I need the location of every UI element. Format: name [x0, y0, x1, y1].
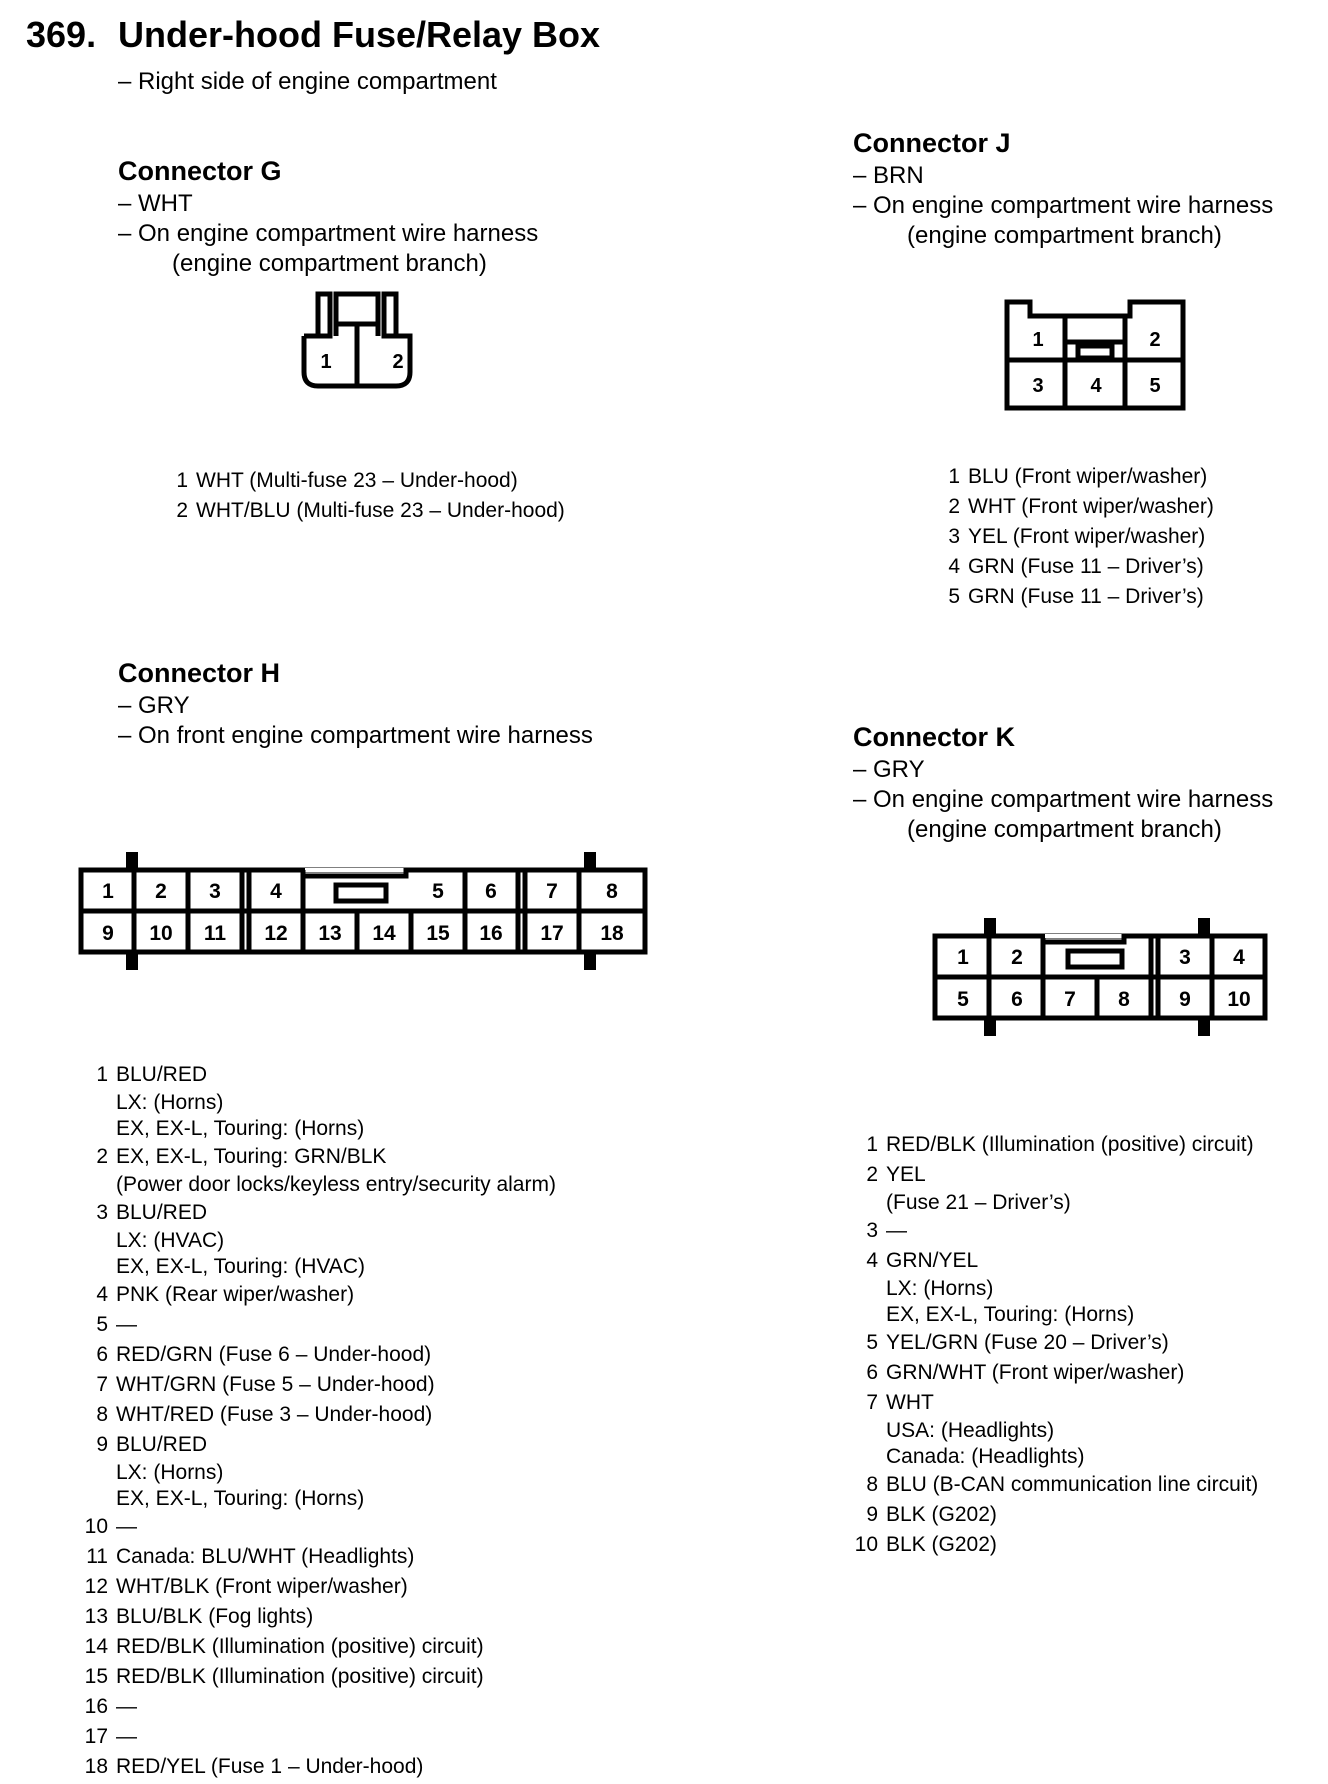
connector-g-color: – WHT [118, 190, 193, 217]
pin-item: 8 BLU (B-CAN communication line circuit) [866, 1473, 1259, 1496]
pin-item: 5 GRN (Fuse 11 – Driver’s) [948, 585, 1204, 608]
connector-j-branch: (engine compartment branch) [907, 222, 1222, 249]
connector-j-cavity: 1 [1032, 329, 1044, 351]
connector-h-cavity: 3 [209, 880, 221, 903]
connector-j-color: – BRN [853, 162, 924, 189]
pin-item: 11 Canada: BLU/WHT (Headlights) [86, 1545, 415, 1568]
connector-j-cavity: 2 [1149, 329, 1161, 351]
pin-item: 4 GRN/YEL LX: (Horns) EX, EX-L, Touring: (Horns) [866, 1249, 1135, 1326]
pin-item: 8 WHT/RED (Fuse 3 – Under-hood) [96, 1403, 433, 1426]
pin-item: 12 WHT/BLK (Front wiper/washer) [84, 1575, 408, 1598]
connector-h-cavity: 4 [270, 880, 282, 903]
pin-item: 3 YEL (Front wiper/washer) [948, 525, 1206, 548]
pin-item: 2 WHT (Front wiper/washer) [948, 495, 1214, 518]
connector-h-cavity: 12 [264, 922, 288, 945]
pin-item: 10 BLK (G202) [854, 1533, 997, 1556]
connector-h-cavity: 2 [155, 880, 167, 903]
pin-item: 5 YEL/GRN (Fuse 20 – Driver’s) [866, 1331, 1169, 1354]
connector-k-branch: (engine compartment branch) [907, 816, 1222, 843]
pin-item: 6 GRN/WHT (Front wiper/washer) [866, 1361, 1185, 1384]
connector-h-cavity: 5 [432, 880, 444, 903]
pin-item: 1 BLU/RED LX: (Horns) EX, EX-L, Touring: (Horns) [96, 1063, 365, 1140]
connector-g-location: – On engine compartment wire harness [118, 220, 539, 247]
connector-h-cavity: 7 [546, 880, 558, 903]
connector-h-title: Connector H [118, 658, 280, 688]
connector-h-cavity: 9 [102, 922, 114, 945]
pin-item: 2 EX, EX-L, Touring: GRN/BLK (Power door locks/keyless entry/security alarm) [96, 1145, 556, 1196]
connector-h-cavity: 11 [203, 922, 227, 945]
connector-k-cavity: 5 [957, 988, 969, 1011]
pin-item: 7 WHT/GRN (Fuse 5 – Under-hood) [96, 1373, 435, 1396]
pin-item: 1 BLU (Front wiper/washer) [948, 465, 1208, 488]
pin-item: 2 YEL (Fuse 21 – Driver’s) [866, 1163, 1071, 1214]
connector-h-section [118, 658, 593, 751]
connector-h-cavity: 6 [485, 880, 497, 903]
connector-k-section [853, 722, 1273, 845]
connector-h-cavity: 1 [102, 880, 114, 903]
connector-k-cavity: 3 [1179, 946, 1191, 969]
connector-k-diagram [928, 912, 1278, 1042]
connector-k-location: – On engine compartment wire harness [853, 786, 1274, 813]
connector-j-cavity: 4 [1090, 375, 1102, 397]
connector-g-title: Connector G [118, 156, 282, 186]
connector-k-cavity: 6 [1011, 988, 1023, 1011]
connector-j-section [853, 128, 1273, 251]
pin-item: 4 PNK (Rear wiper/washer) [96, 1283, 355, 1306]
connector-j-pin-list [948, 462, 1214, 612]
pin-item: 7 WHT USA: (Headlights) Canada: (Headlights) [866, 1391, 1085, 1468]
connector-g-branch: (engine compartment branch) [172, 250, 487, 277]
connector-h-cavity: 10 [149, 922, 173, 945]
pin-item: 18 RED/YEL (Fuse 1 – Under-hood) [84, 1755, 424, 1778]
connector-h-color: – GRY [118, 692, 190, 719]
connector-h-cavity: 14 [372, 922, 396, 945]
connector-k-cavity: 10 [1227, 988, 1251, 1011]
connector-h-cavity: 15 [426, 922, 450, 945]
connector-h-location: – On front engine compartment wire harness [118, 722, 593, 749]
pin-item: 16 — [84, 1695, 137, 1718]
pin-item: 9 BLU/RED LX: (Horns) EX, EX-L, Touring: (Horns) [96, 1433, 365, 1510]
pin-item: 17 — [84, 1725, 137, 1748]
connector-h-pin-list [84, 1060, 556, 1782]
connector-j-location: – On engine compartment wire harness [853, 192, 1274, 219]
connector-h-cavity: 16 [479, 922, 503, 945]
connector-k-color: – GRY [853, 756, 925, 783]
pin-item: 13 BLU/BLK (Fog lights) [84, 1605, 314, 1628]
page-title [26, 14, 600, 56]
pin-item: 9 BLK (G202) [866, 1503, 997, 1526]
connector-j-diagram [1000, 294, 1200, 414]
connector-k-cavity: 9 [1179, 988, 1191, 1011]
pin-item: 3 BLU/RED LX: (HVAC) EX, EX-L, Touring: (HVAC) [96, 1201, 365, 1278]
pin-item: 3 — [866, 1219, 907, 1242]
page-subtitle: – Right side of engine compartment [118, 68, 497, 95]
connector-h-diagram [76, 846, 652, 976]
page-title-text: Under-hood Fuse/Relay Box [118, 14, 601, 55]
connector-h-cavity: 17 [540, 922, 564, 945]
connector-j-cavity: 5 [1149, 375, 1161, 397]
pin-item: 2 WHT/BLU (Multi-fuse 23 – Under-hood) [176, 499, 565, 522]
connector-k-cavity: 2 [1011, 946, 1023, 969]
pin-item: 14 RED/BLK (Illumination (positive) circuit) [84, 1635, 484, 1658]
pin-item: 5 — [96, 1313, 137, 1336]
connector-k-pin-list [854, 1130, 1259, 1560]
connector-k-cavity: 7 [1064, 988, 1076, 1011]
connector-k-cavity: 1 [957, 946, 969, 969]
pin-item: 1 RED/BLK (Illumination (positive) circuit) [866, 1133, 1254, 1156]
pin-item: 4 GRN (Fuse 11 – Driver’s) [948, 555, 1204, 578]
connector-g-pin-list [176, 466, 565, 526]
page-number: 369. [26, 14, 97, 55]
connector-h-cavity: 18 [600, 922, 624, 945]
pin-item: 6 RED/GRN (Fuse 6 – Under-hood) [96, 1343, 432, 1366]
connector-j-title: Connector J [853, 128, 1011, 158]
connector-g-section [118, 156, 538, 279]
connector-g-diagram [296, 290, 436, 390]
connector-j-cavity: 3 [1032, 375, 1044, 397]
pin-item: 1 WHT (Multi-fuse 23 – Under-hood) [176, 469, 518, 492]
connector-k-cavity: 8 [1118, 988, 1130, 1011]
connector-g-cavity: 2 [392, 351, 404, 373]
connector-g-cavity: 1 [320, 351, 332, 373]
connector-h-cavity: 13 [318, 922, 342, 945]
connector-k-title: Connector K [853, 722, 1015, 752]
connector-k-cavity: 4 [1233, 946, 1245, 969]
connector-h-cavity: 8 [606, 880, 618, 903]
pin-item: 15 RED/BLK (Illumination (positive) circuit) [84, 1665, 484, 1688]
pin-item: 10 — [84, 1515, 137, 1538]
